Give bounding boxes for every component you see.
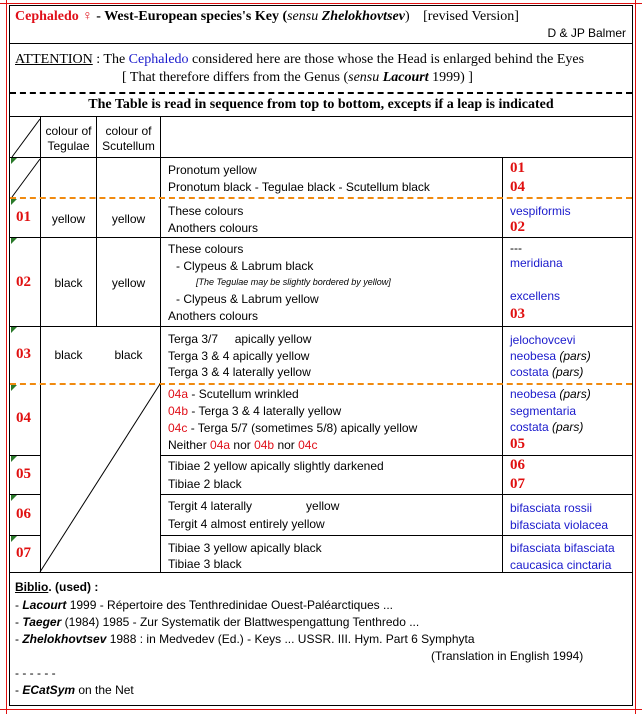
column-header-scutellum [97,124,160,154]
instruction-text: The Table is read in sequence from top to bottom, excepts if a leap is indicated [88,97,554,112]
ref-author: Zhelokhovtsev [22,632,107,646]
page-title [15,9,519,25]
attention-line [15,52,584,68]
credits: D & JP Balmer [547,26,626,40]
biblio-used: . (used) : [48,580,99,594]
species-name: neobesa [510,387,557,401]
attention-author: Lacourt [382,70,429,85]
guide-line-left [6,0,7,714]
couplet-text: Terga 3 & 4 laterally yellow [168,365,311,379]
option-code: 04b [168,404,189,418]
leap-link[interactable]: 02 [510,219,525,235]
couplet-text: Pronotum yellow [168,163,257,177]
option-code: 04b [254,438,275,452]
couplet-text: - Clypeus & Labrum black [176,259,314,273]
column-header-line: colour of [105,124,152,138]
leap-link[interactable]: 03 [510,306,525,322]
ecatsym-text: on the Net [75,683,134,697]
leap-link[interactable]: 05 [510,436,525,452]
revised-version: [revised Version] [423,9,519,24]
female-symbol: ♀ [82,9,93,24]
ref-text: 1999 - Répertoire des Tenthredinidae Ouest-Paléarctiques ... [66,598,393,612]
couplet-text [168,386,299,402]
option-text: nor [274,438,299,452]
species-name: neobesa [510,349,557,363]
pars-note: (pars) [559,387,591,401]
attention-line2-text: [ That therefore differs from the Genus ( [122,70,349,85]
ecatsym-link[interactable]: ECatSym [22,683,76,697]
couplet-text: Tibiae 2 yellow apically slightly darkened [168,459,384,473]
guide-line-top [0,3,642,4]
row-marker [11,536,17,542]
couplet-text: Tibiae 3 yellow apically black [168,541,322,555]
pars-note: (pars) [552,365,584,379]
column-header-line: colour of [45,124,92,138]
couplet-text: These colours [168,204,244,218]
translation-note: (Translation in English 1994) [431,649,584,663]
divider [160,494,632,495]
couplet-text: Terga 3/7 apically yellow [168,332,312,346]
attention-sensu: sensu [348,70,380,85]
row-marker [11,199,17,205]
option-code: 04c [168,421,188,435]
column-divider [502,158,503,572]
scutellum-colour: yellow [111,212,146,226]
couplet-text: Tergit 4 almost entirely yellow [168,517,325,531]
row-marker [11,327,17,333]
couplet-text-part: Tergit 4 laterally [168,499,253,513]
species-name: meridiana [510,256,563,270]
title-text: - West-European species's Key ( [92,9,288,24]
option-text: - Terga 5/7 (sometimes 5/8) apically yellow [187,421,418,435]
dashed-divider [10,92,632,94]
species-name: vespiformis [510,204,571,218]
couplet-text [168,420,417,436]
attention-genus: Cephaledo [128,52,189,67]
couplet-text-part: yellow [306,499,340,513]
bullet: - [15,683,23,697]
bullet: - [15,632,23,646]
couplet-text: These colours [168,242,244,256]
title-genus: Cephaledo [15,9,79,24]
divider [160,455,632,456]
biblio-separator: - - - - - - [15,666,56,680]
column-header-line: Tegulae [47,139,90,153]
bullet: - [15,615,23,629]
species-name: jelochovcevi [510,333,576,347]
species-name: bifasciata bifasciata [510,541,615,555]
couplet-text: Anothers colours [168,221,259,235]
title-author: Zhelokhovtsev [321,9,405,24]
row-marker [11,238,17,244]
title-sensu: sensu [287,9,319,24]
row-number: 07 [16,545,31,561]
row-marker [11,158,17,164]
diagonal-lines [10,117,162,573]
ref-text: 1988 : in Medvedev (Ed.) - Keys ... USSR. III. Hym. Part 6 Symphyta [106,632,475,646]
biblio-ref [15,631,475,647]
ref-author: Taeger [22,615,62,629]
pars-note: (pars) [552,420,584,434]
species-name: excellens [510,289,561,303]
species-name-partial [510,364,583,380]
row-marker [11,495,17,501]
option-code: 04a [210,438,231,452]
ref-text: (1984) 1985 - Zur Systematik der Blattwespengattung Tenthredo ... [61,615,420,629]
option-text: - Terga 3 & 4 laterally yellow [188,404,342,418]
row-marker [11,385,17,391]
guide-line-right [635,0,636,714]
couplet-text [168,437,317,453]
couplet-text: Anothers colours [168,309,259,323]
option-code: 04a [168,387,189,401]
species-name-partial [510,419,583,435]
species-name: --- [510,241,522,255]
attention-line2-end: 1999) ] [428,70,473,85]
divider [160,535,632,536]
scutellum-colour: black [114,348,143,362]
couplet-note: [The Tegulae may be slightly bordered by yellow] [196,277,391,287]
tegulae-colour: black [54,348,83,362]
species-name: costata [510,420,549,434]
ecatsym-line [15,682,134,698]
divider [10,43,632,44]
row-marker [11,456,17,462]
species-name-partial [510,386,591,402]
row-number: 03 [16,346,31,362]
couplet-text [168,403,341,419]
attention-line-2 [122,70,473,86]
biblio-heading [15,579,98,595]
option-text: nor [230,438,255,452]
row-number: 01 [16,209,31,225]
tegulae-colour: black [54,276,83,290]
couplet-text: Tibiae 2 black [168,477,242,491]
bullet: - [15,598,23,612]
tegulae-colour: yellow [51,212,86,226]
species-name-partial [510,348,591,364]
title-close: ) [404,9,410,24]
couplet-text: Tibiae 3 black [168,557,242,571]
couplet-text: - Clypeus & Labrum yellow [176,292,319,306]
biblio-ref [15,597,393,613]
species-name: bifasciata violacea [510,518,609,532]
row-number: 06 [16,506,31,522]
option-text: - Scutellum wrinkled [188,387,299,401]
leap-link[interactable]: 01 [510,160,525,176]
species-name: costata [510,365,549,379]
row-number: 04 [16,410,31,426]
column-header-line: Scutellum [102,139,155,153]
option-code: 04c [298,438,318,452]
leap-link[interactable]: 07 [510,476,525,492]
leap-link[interactable]: 04 [510,179,525,195]
attention-text: : The [92,52,129,67]
species-name: segmentaria [510,404,577,418]
scutellum-colour: yellow [111,276,146,290]
ref-author: Lacourt [22,598,67,612]
attention-text-rest: considered here are those whose the Head is enlarged behind the Eyes [188,52,585,67]
couplet-text: Pronotum black - Tegulae black - Scutellum black [168,180,430,194]
species-name: bifasciata rossii [510,501,593,515]
species-name: caucasica cinctaria [510,558,612,572]
couplet-text [168,498,339,514]
option-text: Neither [168,438,211,452]
pars-note: (pars) [559,349,591,363]
attention-label: ATTENTION [15,52,93,67]
guide-line-bottom [0,709,642,710]
row-number: 05 [16,466,31,482]
row-number: 02 [16,274,31,290]
biblio-ref [15,614,419,630]
column-header-tegulae [41,124,96,154]
leap-link[interactable]: 06 [510,457,525,473]
couplet-text: Terga 3 & 4 apically yellow [168,349,310,363]
biblio-label: Biblio [15,580,49,594]
